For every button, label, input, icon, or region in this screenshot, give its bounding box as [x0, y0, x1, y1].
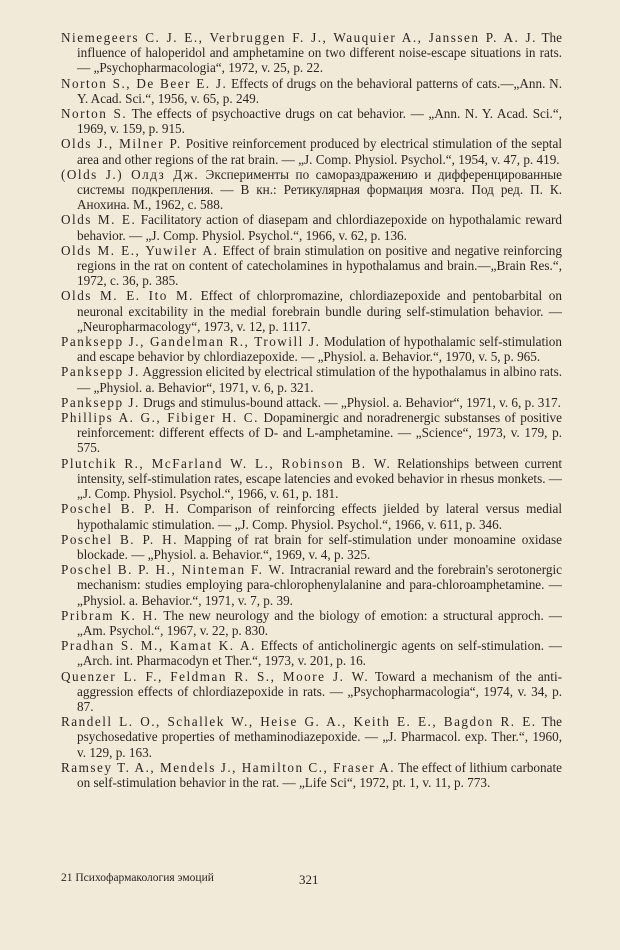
reference-list	[61, 30, 562, 790]
reference-text: Facilitatory action of diasepam and chlordiazepoxide on hypothalamic reward behavior. — „J. Comp. Physiol. Psychol.“, 1966, v. 62, p. 136.	[77, 212, 562, 243]
reference-entry	[61, 669, 562, 715]
reference-entry	[61, 395, 562, 410]
reference-entry	[61, 410, 562, 456]
reference-text: Modulation of hypothalamic self-stimulation and escape behavior by chlordiazepoxide. — „Physiol. a. Behavior.“, 1970, v. 5, p. 965.	[77, 334, 562, 365]
reference-text: The new neurology and the biology of emotion: a structural approch. — „Am. Psychol.“, 1967, v. 22, p. 830.	[77, 607, 562, 638]
reference-authors: Norton S., De Beer E. J.	[61, 75, 228, 91]
reference-authors: Panksepp J., Gandelman R., Trowill J.	[61, 334, 321, 350]
reference-entry	[61, 501, 562, 531]
reference-entry	[61, 30, 562, 76]
reference-authors: Pradhan S. M., Kamat K. A.	[61, 638, 256, 654]
reference-text: Экcперименты по самораздражению и дифференцированные системы подкрепления. — В кн.: Ретикулярная формация мозга. Под ред. П. К. Анохина. М., 1962, с. 588.	[77, 166, 562, 213]
reference-entry	[61, 76, 562, 106]
reference-authors: Panksepp J.	[61, 364, 140, 380]
reference-entry	[61, 288, 562, 334]
reference-entry	[61, 608, 562, 638]
reference-authors: Olds J., Milner P.	[61, 136, 182, 152]
reference-text: Intracranial reward and the forebrain's serotonergic mechanism: studies employing para-chlorophenylalanine and para-chloroamphetamine. — „Physiol. a. Behavior.“, 1971, v. 7, p. 39.	[77, 562, 562, 608]
reference-text: Aggression elicited by electrical stimulation of the hypothalamus in albino rats. — „Physiol. a. Behavior“, 1971, v. 6, p. 321.	[77, 364, 563, 395]
page-number: 321	[299, 872, 319, 887]
reference-authors: Plutchik R., McFarland W. L., Robinson B. W.	[61, 455, 392, 471]
reference-entry	[61, 167, 562, 213]
reference-entry	[61, 456, 562, 502]
reference-text: Relationships between current intensity, self-stimulation rates, escape latencies and evoked behavior in rhesus monkets. — „J. Comp. Physiol. Psychol.“, 1966, v. 61, p. 181.	[77, 455, 562, 502]
reference-authors: (Olds J.) Олдз Дж.	[61, 166, 200, 182]
reference-text: Mapping of rat brain for self-stimulation under monoamine oxidase blockade. — „Physiol. a. Behavior.“, 1969, v. 4, p. 325.	[77, 531, 562, 562]
reference-text: The psychosedative properties of methaminodiazepoxide. — „J. Pharmacol. exp. Ther.“, 1960, v. 129, p. 163.	[77, 714, 563, 760]
reference-text: Effects of drugs on the behavioral patterns of cats.—„Ann. N. Y. Acad. Sci.“, 1956, v. 65, p. 249.	[77, 75, 562, 106]
reference-text: Positive reinforcement produced by electrical stimulation of the septal area and other regions of the rat brain. — „J. Comp. Physiol. Psychol.“, 1954, v. 47, p. 419.	[77, 136, 562, 167]
reference-entry	[61, 532, 562, 562]
reference-entry	[61, 136, 562, 166]
reference-authors: Ramsey T. A., Mendels J., Hamilton C., Fraser A.	[61, 759, 395, 775]
reference-entry	[61, 334, 562, 364]
reference-text: Toward a mechanism of the anti-aggression effects of chlordiazepoxide in rats. — „Psychopharmacologia“, 1974, v. 34, p. 87.	[77, 668, 562, 714]
reference-authors: Olds M. E.	[61, 212, 137, 228]
printer-signature: 21 Психофармакология эмоций	[61, 872, 214, 884]
reference-entry	[61, 212, 562, 242]
reference-authors: Norton S.	[61, 106, 128, 122]
reference-authors: Panksepp J.	[61, 394, 140, 410]
reference-authors: Randell L. O., Schallek W., Heise G. A., Keith E. E., Bagdon R. E.	[61, 714, 537, 730]
reference-text: Effects of anticholinergic agents on self-stimulation. — „Arch. int. Pharmacodyn et Ther.“, 1973, v. 201, p. 16.	[77, 638, 562, 669]
reference-authors: Pribram K. H.	[61, 607, 159, 623]
reference-text: The influence of haloperidol and amphetamine on two different noise-escape situations in rats. — „Psychopharmacologia“, 1972, v. 25, p. 22.	[77, 30, 562, 76]
reference-entry	[61, 760, 562, 790]
reference-entry	[61, 714, 562, 760]
reference-text: Effect of chlorpromazine, chlordiazepoxide and pentobarbital on neuronal excitability in the medial forebrain bundle during self-stimulation behavior. — „Neuropharmacology“, 1973, v. 12, p. 1117.	[77, 288, 562, 334]
reference-authors: Poschel B. P. H.	[61, 531, 178, 547]
reference-entry	[61, 364, 562, 394]
reference-text: Effect of brain stimulation on positive and negative reinforcing regions in the rat on content of catecholamines in hypothalamus and brain.—„Brain Res.“, 1972, c. 36, p. 385.	[77, 242, 562, 289]
reference-text: Comparison of reinforcing effects jielded by lateral versus medial hypothalamic stimulation. — „J. Comp. Physiol. Psychol.“, 1966, v. 611, p. 346.	[77, 501, 562, 532]
reference-text: The effects of psychoactive drugs on cat behavior. — „Ann. N. Y. Acad. Sci.“, 1969, v. 159, p. 915.	[77, 106, 563, 137]
reference-text: Dopaminergic and noradrenergic substanses of positive reinforcement: different effects of D- and L-amphetamine. — „Science“, 1973, v. 179, p. 575.	[77, 410, 562, 456]
reference-text: Drugs and stimulus-bound attack. — „Physiol. a. Behavior“, 1971, v. 6, p. 317.	[139, 394, 561, 410]
reference-authors: Olds M. E., Yuwiler A.	[61, 242, 219, 258]
reference-text: The effect of lithium carbonate on self-stimulation behavior in the rat. — „Life Sci“, 1972, pt. 1, v. 11, p. 773.	[77, 759, 562, 790]
reference-entry	[61, 106, 562, 136]
reference-entry	[61, 243, 562, 289]
reference-authors: Phillips A. G., Fibiger H. C.	[61, 410, 259, 426]
reference-authors: Quenzer L. F., Feldman R. S., Moore J. W.	[61, 668, 370, 684]
reference-authors: Poschel B. P. H.	[61, 501, 181, 517]
reference-authors: Niemegeers C. J. E., Verbruggen F. J., Wauquier A., Janssen P. A. J.	[61, 30, 537, 45]
reference-entry	[61, 562, 562, 608]
reference-entry	[61, 638, 562, 668]
reference-authors: Poschel B. P. H., Ninteman F. W.	[61, 562, 286, 578]
reference-authors: Olds M. E. Ito M.	[61, 288, 194, 304]
